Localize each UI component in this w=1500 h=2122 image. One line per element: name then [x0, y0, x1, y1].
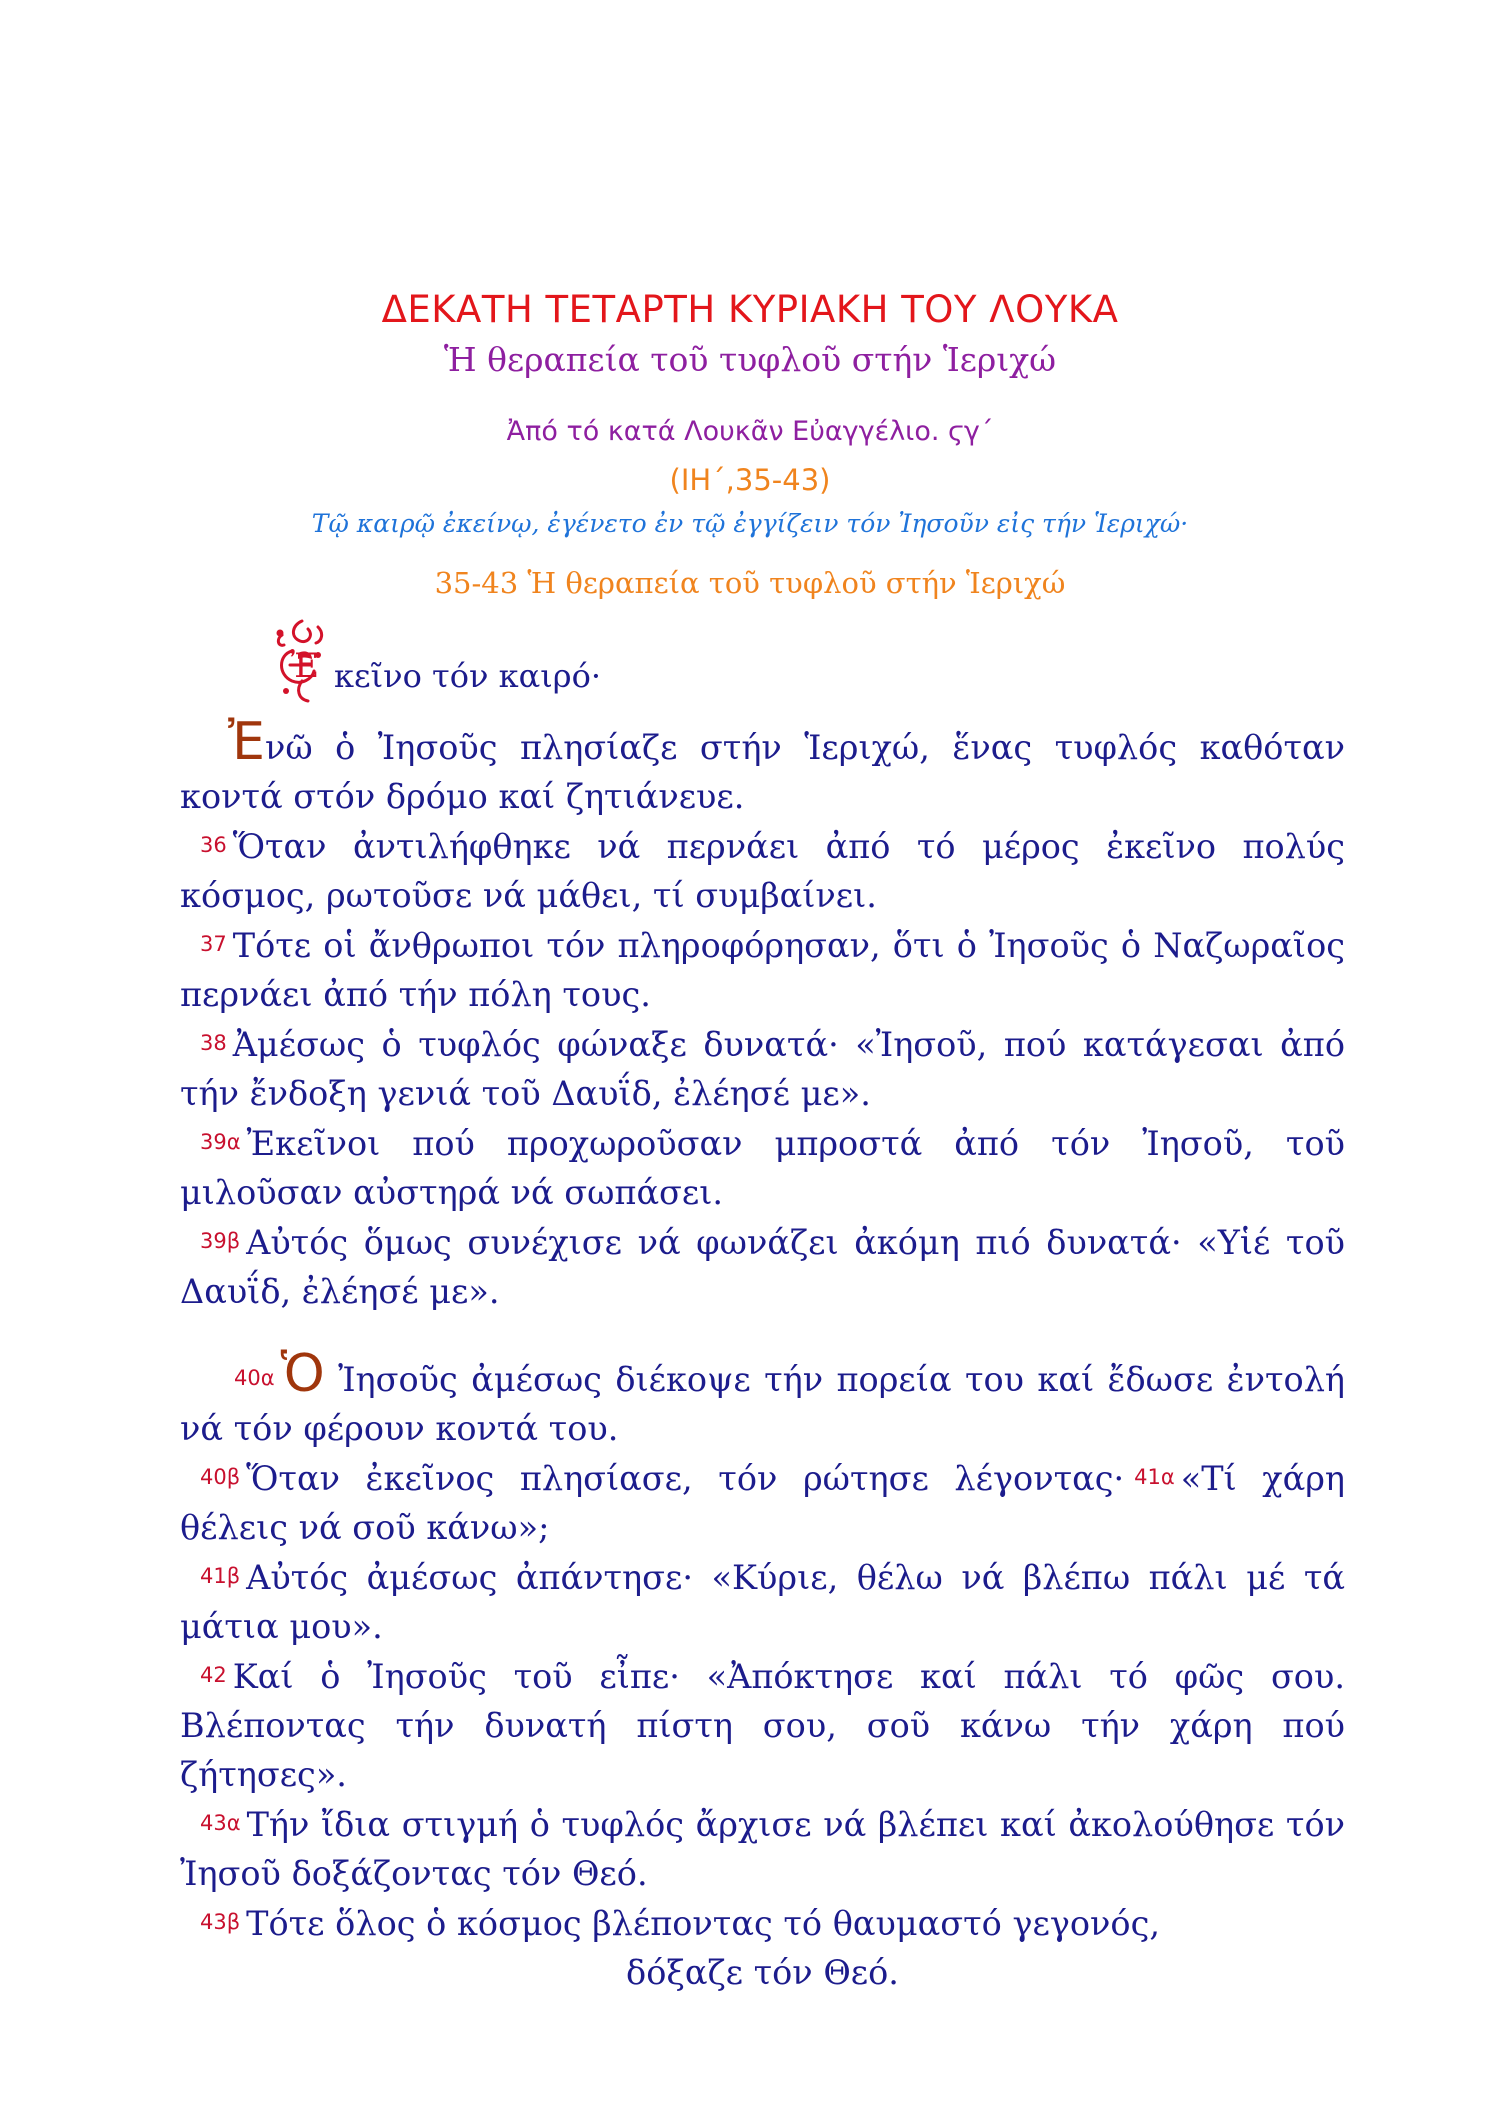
- verse-text: Αὐτός ὅμως συνέχισε νά φωνάζει ἀκόμη πιό δυνατά· «Υἱέ τοῦ Δαυΐδ, ἐλέησέ με».: [180, 1223, 1345, 1311]
- chapter-reference: (ΙΗ΄,35-43): [669, 463, 831, 497]
- verse-text: Ἐκεῖνοι πού προχωροῦσαν μπροστά ἀπό τόν Ἰησοῦ, τοῦ μιλοῦσαν αὐστηρά νά σωπάσει.: [180, 1124, 1345, 1212]
- verse-text: Τότε οἱ ἄνθρωποι τόν πληροφόρησαν, ὅτι ὁ Ἰησοῦς ὁ Ναζωραῖος περνάει ἀπό τήν πόλη τους.: [180, 926, 1345, 1014]
- ornamental-initial-epsilon-icon: [272, 615, 332, 705]
- verse-text: Τότε ὅλος ὁ κόσμος βλέποντας τό θαυμαστό γεγονός,: [246, 1904, 1160, 1943]
- verse-number: 37: [200, 932, 227, 956]
- verse-39a: [180, 1118, 1345, 1217]
- verse-text: νῶ ὁ Ἰησοῦς πλησίαζε στήν Ἱεριχώ, ἕνας τυφλός καθόταν κοντά στόν δρόμο καί ζητιάνευε.: [180, 728, 1345, 816]
- verse-number: 38: [200, 1031, 227, 1055]
- verse-text-end: δόξαζε τόν Θεό.: [626, 1953, 899, 1992]
- gospel-source: Ἀπό τό κατά Λουκᾶν Εὐαγγέλιο. ϛγ΄: [506, 416, 994, 447]
- verse-number: 39β: [200, 1229, 241, 1253]
- verse-42: [180, 1651, 1345, 1799]
- verse-35: [180, 712, 1345, 821]
- verse-text: Καί ὁ Ἰησοῦς τοῦ εἶπε· «Ἀπόκτησε καί πάλι τό φῶς σου. Βλέποντας τήν δυνατή πίστη σου, σοῦ κάνω τήν χάρη πού ζήτησες».: [180, 1657, 1345, 1794]
- verse-number: 43β: [200, 1910, 241, 1934]
- verse-number: 41α: [1134, 1465, 1175, 1489]
- verse-text: Ὅταν ἀντιλήφθηκε νά περνάει ἀπό τό μέρος ἐκεῖνο πολύς κόσμος, ρωτοῦσε νά μάθει, τί συμβαίνει.: [180, 827, 1345, 915]
- verse-40a: [180, 1344, 1345, 1453]
- verse-text: Ἀμέσως ὁ τυφλός φώναξε δυνατά· «Ἰησοῦ, πού κατάγεσαι ἀπό τήν ἔνδοξη γενιά τοῦ Δαυΐδ, ἐλέησέ με».: [180, 1025, 1345, 1113]
- verse-43a: [180, 1799, 1345, 1898]
- verse-number: 36: [200, 833, 227, 857]
- verse-37: [180, 920, 1345, 1019]
- opening-text: κεῖνο τόν καιρό·: [334, 657, 602, 695]
- verse-36: [180, 821, 1345, 920]
- verse-text: Τήν ἴδια στιγμή ὁ τυφλός ἄρχισε νά βλέπει καί ἀκολούθησε τόν Ἰησοῦ δοξάζοντας τόν Θεό.: [180, 1805, 1345, 1893]
- verse-39b: [180, 1217, 1345, 1316]
- verse-38: [180, 1019, 1345, 1118]
- verse-number: 41β: [200, 1564, 241, 1588]
- page-subtitle: Ἡ θεραπεία τοῦ τυφλοῦ στήν Ἱεριχώ: [443, 340, 1057, 379]
- pericope-heading: 35-43 Ἡ θεραπεία τοῦ τυφλοῦ στήν Ἱεριχώ: [434, 566, 1066, 600]
- verse-text: Αὐτός ἀμέσως ἀπάντησε· «Κύριε, θέλω νά βλέπω πάλι μέ τά μάτια μου».: [180, 1558, 1345, 1646]
- verse-number: 42: [200, 1663, 227, 1687]
- verse-40b: [180, 1453, 1345, 1552]
- verse-41b: [180, 1552, 1345, 1651]
- liturgical-incipit: Τῷ καιρῷ ἐκείνῳ, ἐγένετο ἐν τῷ ἐγγίζειν τόν Ἰησοῦν εἰς τήν Ἱεριχώ·: [311, 509, 1189, 538]
- verse-43b: [180, 1898, 1345, 1948]
- verse-number: 39α: [200, 1130, 241, 1154]
- verse-text: Ἰησοῦς ἀμέσως διέκοψε τήν πορεία του καί ἔδωσε ἐντολή νά τόν φέρουν κοντά του.: [180, 1360, 1345, 1448]
- ornament-initial-letter: Ἐ: [290, 646, 320, 686]
- gospel-text: [180, 712, 1345, 1997]
- page-title: ΔΕΚΑΤΗ ΤΕΤΑΡΤΗ ΚΥΡΙΑΚΗ ΤΟΥ ΛΟΥΚΑ: [381, 288, 1119, 331]
- verse-number: 40α: [234, 1366, 275, 1390]
- verse-text: «Τί χάρη θέλεις νά σοῦ κάνω»;: [180, 1459, 1345, 1547]
- drop-cap: Ὁ: [280, 1344, 325, 1404]
- closing-line: [180, 1948, 1345, 1997]
- verse-number: 43α: [200, 1811, 241, 1835]
- drop-cap: Ἐ: [228, 712, 265, 772]
- verse-number: 40β: [200, 1465, 241, 1489]
- verse-text: Ὅταν ἐκεῖνος πλησίασε, τόν ρώτησε λέγοντας·: [246, 1459, 1125, 1498]
